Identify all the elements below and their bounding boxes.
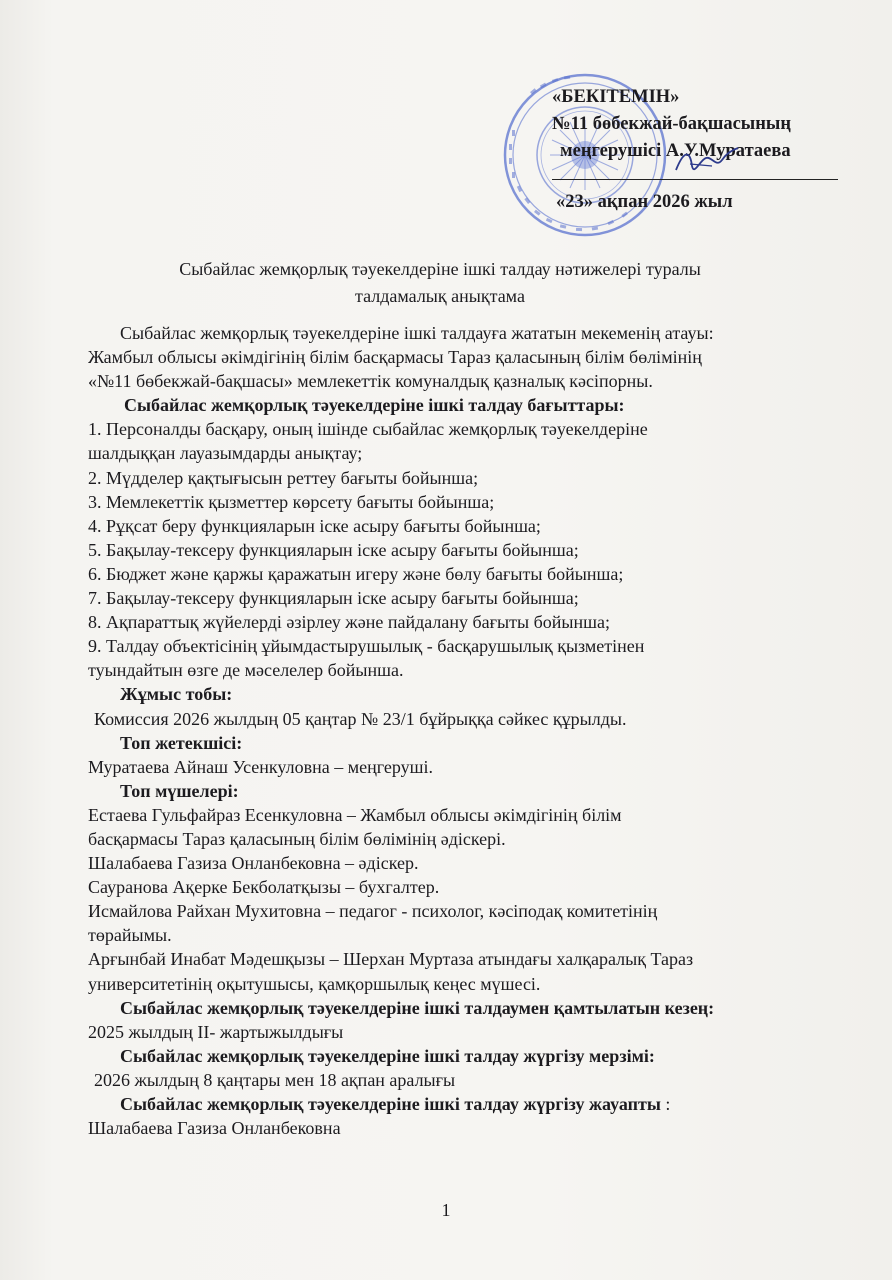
leader-text: Муратаева Айнаш Усенкуловна – меңгеруші. (88, 756, 433, 777)
leader-heading: Топ жетекшісі: (120, 732, 243, 753)
intro-line-2: Жамбыл облысы әкімдігінің білім басқармасы Тараз қаласының білім бөлімінің (88, 347, 702, 368)
member-line: Исмайлова Райхан Мухитовна – педагог - психолог, кәсіподақ комитетінің (88, 901, 658, 922)
direction-item: шалдыққан лауазымдарды анықтау; (88, 443, 363, 464)
direction-item: 1. Персоналды басқару, оның ішінде сыбайлас жемқорлық тәуекелдеріне (88, 419, 648, 440)
responsible-heading-line (88, 1092, 858, 1116)
approval-organization: №11 бөбекжай-бақшасының (552, 114, 792, 134)
approval-head-name: меңгерушісі А.У.Муратаева (560, 141, 791, 161)
member-line: Сауранова Ақерке Бекболатқызы – бухгалтер. (88, 877, 440, 898)
title-line-1: Сыбайлас жемқорлық тәуекелдеріне ішкі талдау нәтижелері туралы (179, 259, 701, 279)
member-line: Арғынбай Инабат Мәдешқызы – Шерхан Муртаза атындағы халқаралық Тараз (88, 949, 694, 970)
members-heading: Топ мүшелері: (120, 780, 239, 801)
member-line: Шалабаева Газиза Онланбековна – әдіскер. (88, 853, 419, 874)
period-text: 2025 жылдың ІІ- жартыжылдығы (88, 1021, 344, 1042)
direction-item: 7. Бақылау-тексеру функцияларын іске асыру бағыты бойынша; (88, 588, 579, 609)
direction-item: 2. Мүдделер қақтығысын реттеу бағыты бойынша; (88, 467, 479, 488)
page-number: 1 (441, 1200, 451, 1220)
intro-line-3: «№11 бөбекжай-бақшасы» мемлекеттік комуналдық қазналық кәсіпорны. (88, 371, 653, 392)
direction-item: 4. Рұқсат беру функцияларын іске асыру бағыты бойынша; (88, 515, 541, 536)
responsible-heading: Сыбайлас жемқорлық тәуекелдеріне ішкі талдау жүргізу жауапты (120, 1094, 661, 1114)
intro-line-1: Сыбайлас жемқорлық тәуекелдеріне ішкі талдауға жататын мекеменің атауы: (120, 323, 714, 343)
handwritten-signature (672, 140, 742, 180)
direction-item: 9. Талдау объектісінің ұйымдастырушылық - басқарушылық қызметінен (88, 636, 645, 657)
direction-item: 3. Мемлекеттік қызметтер көрсету бағыты бойынша; (88, 491, 495, 512)
duration-heading: Сыбайлас жемқорлық тәуекелдеріне ішкі талдау жүргізу мерзімі: (120, 1045, 655, 1066)
document-body (88, 321, 858, 1140)
member-line: төрайымы. (88, 925, 172, 946)
responsible-text: Шалабаева Газиза Онланбековна (88, 1118, 341, 1139)
direction-item: 6. Бюджет және қаржы қаражатын игеру және бөлу бағыты бойынша; (88, 563, 624, 584)
direction-item: 8. Ақпараттық жүйелерді әзірлеу және пайдалану бағыты бойынша; (88, 612, 610, 633)
working-group-text: Комиссия 2026 жылдың 05 қаңтар № 23/1 бұйрыққа сәйкес құрылды. (94, 708, 627, 729)
approval-date: «23» ақпан 2026 жыл (556, 192, 733, 212)
working-group-heading: Жұмыс тобы: (120, 684, 233, 705)
approval-heading: «БЕКІТЕМІН» (552, 87, 680, 107)
period-heading: Сыбайлас жемқорлық тәуекелдеріне ішкі талдаумен қамтылатын кезең: (120, 997, 715, 1018)
duration-text: 2026 жылдың 8 қаңтары мен 18 ақпан аралығы (94, 1069, 456, 1090)
member-line: Естаева Гульфайраз Есенкуловна – Жамбыл облысы әкімдігінің білім (88, 804, 622, 825)
member-line: басқармасы Тараз қаласының білім бөлімінің әдіскері. (88, 828, 506, 849)
document-title (80, 256, 800, 310)
member-line: университетінің оқытушысы, қамқоршылық кеңес мүшесі. (88, 973, 541, 994)
title-line-2: талдамалық анықтама (355, 286, 525, 306)
direction-item: 5. Бақылау-тексеру функцияларын іске асыру бағыты бойынша; (88, 539, 579, 560)
directions-heading: Сыбайлас жемқорлық тәуекелдеріне ішкі талдау бағыттары: (124, 395, 625, 416)
responsible-suffix: : (660, 1094, 671, 1114)
direction-item: туындайтын өзге де мәселелер бойынша. (88, 660, 404, 681)
